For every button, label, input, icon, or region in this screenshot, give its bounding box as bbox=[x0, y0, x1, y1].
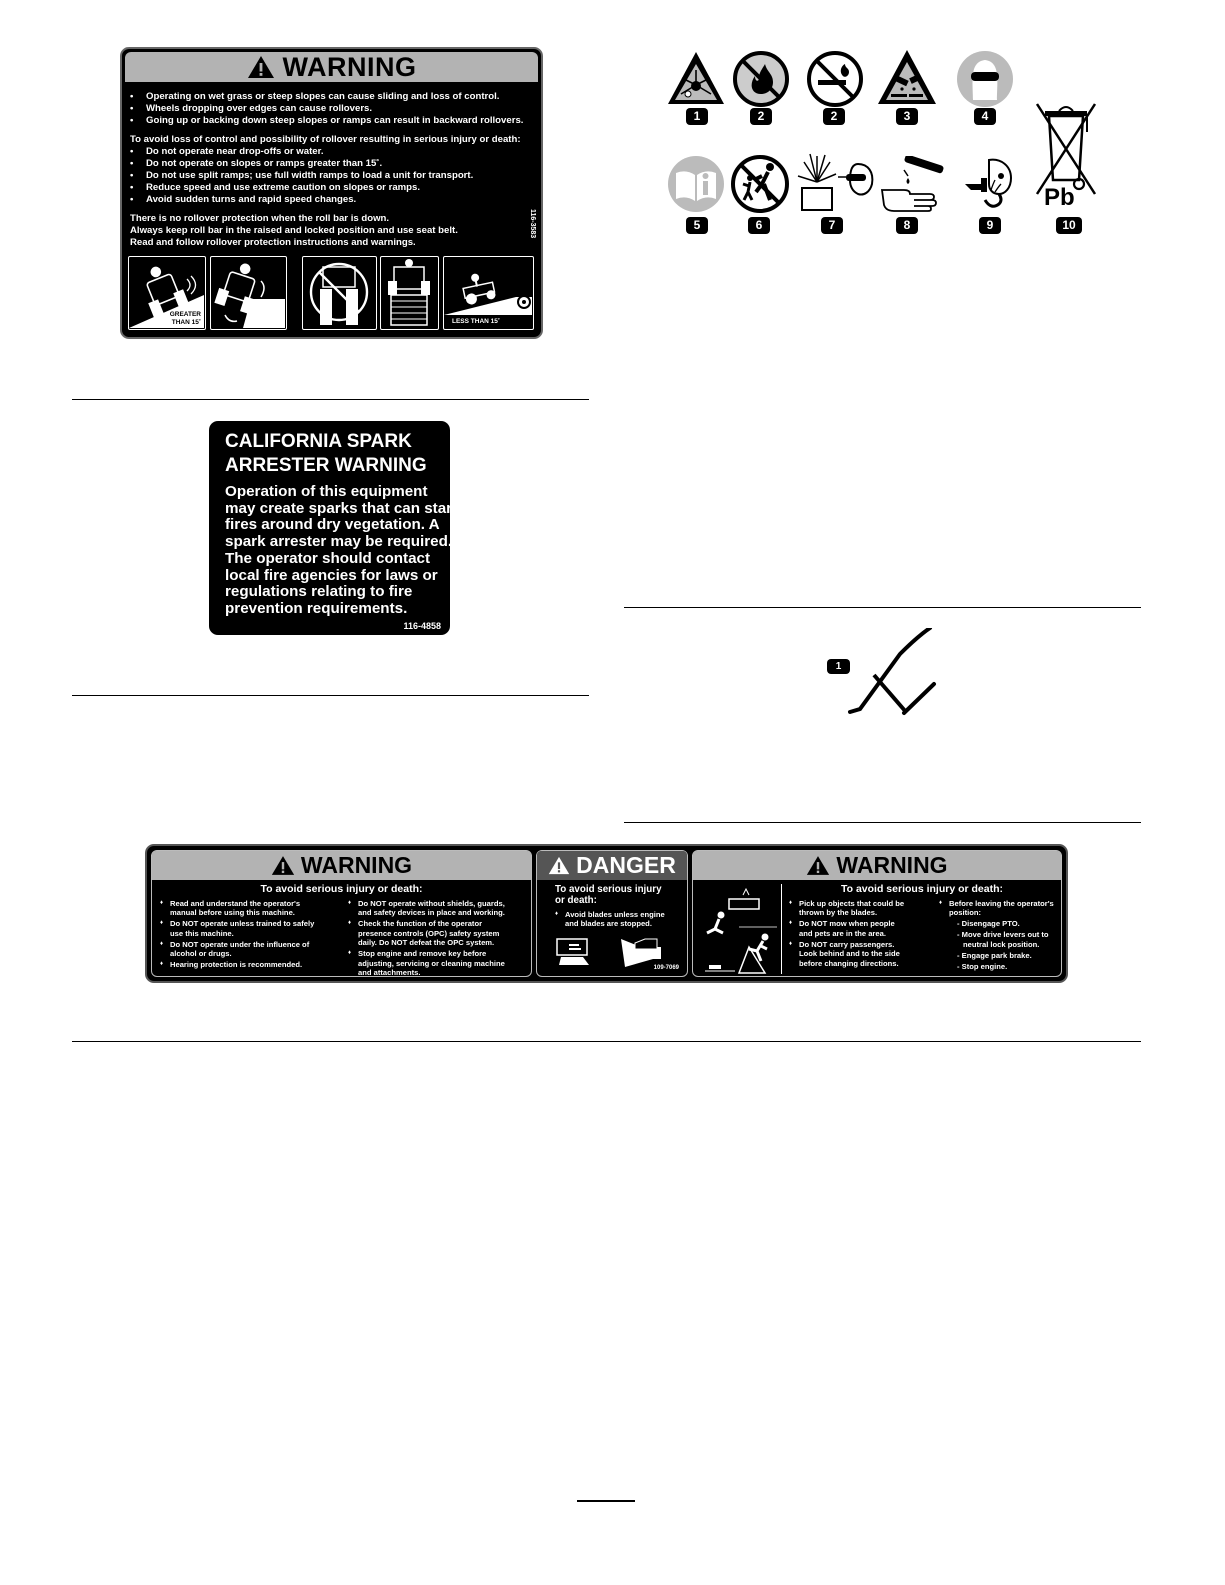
panel-header-text: WARNING bbox=[836, 852, 948, 878]
callout-badge: 10 bbox=[1056, 217, 1082, 234]
picto-caption: GREATER bbox=[169, 311, 201, 318]
list-item: • Wheels dropping over edges can cause rollovers. bbox=[130, 103, 523, 115]
callout-badge: 2 bbox=[750, 108, 772, 125]
safety-goggles-icon bbox=[955, 50, 1015, 108]
step-item: - Engage park brake. bbox=[957, 950, 1032, 960]
body-line: spark arrester may be required. bbox=[225, 533, 453, 551]
list-item: ♦ Do NOT mow when people and pets are in the area. bbox=[789, 919, 904, 938]
read-manual-icon bbox=[666, 155, 726, 213]
list-item: • Do not use split ramps; use full width ramps to load a unit for transport. bbox=[130, 170, 523, 182]
combined-warning-decal bbox=[145, 844, 1068, 983]
panel-subtitle: To avoid serious injury or death: bbox=[260, 883, 423, 895]
warning-panel-right bbox=[692, 850, 1062, 977]
panel-header-text: DANGER bbox=[576, 852, 676, 878]
no-split-ramps-picto bbox=[302, 256, 377, 330]
section-divider bbox=[624, 822, 1141, 823]
panel-subtitle: To avoid serious injury or death: bbox=[555, 884, 662, 906]
step-item: - Disengage PTO. bbox=[957, 919, 1020, 929]
picto-caption: LESS THAN 15˚ bbox=[452, 318, 501, 325]
body-line: prevention requirements. bbox=[225, 599, 408, 617]
list-item: • Going up or backing down steep slopes or ramps can result in backward rollovers. bbox=[130, 115, 523, 127]
battery-spark-eye-icon bbox=[796, 152, 878, 214]
section-divider bbox=[72, 1041, 1141, 1042]
panel-header bbox=[693, 851, 1061, 880]
part-number: 116-3583 bbox=[529, 209, 536, 239]
callout-badge: 7 bbox=[821, 217, 843, 234]
panel-divider bbox=[781, 884, 782, 974]
decal-body bbox=[225, 484, 457, 618]
acid-burn-hand-icon bbox=[878, 156, 948, 212]
list-item: ♦ Do NOT operate under the influence of alcohol or drugs. bbox=[160, 940, 314, 959]
decal-header bbox=[125, 52, 538, 82]
rollover-hazard-list bbox=[130, 91, 523, 249]
callout-badge: 8 bbox=[896, 217, 918, 234]
page-number-rule bbox=[577, 1500, 635, 1502]
list-item: ♦ Pick up objects that could be thrown by the blades. bbox=[789, 899, 904, 918]
callout-badge: 4 bbox=[974, 108, 996, 125]
no-flame-smoking-icon bbox=[806, 50, 864, 108]
step-item: - Move drive levers out to neutral lock position. bbox=[957, 930, 1049, 949]
step-item: - Stop engine. bbox=[957, 961, 1008, 971]
goggles-symbol bbox=[955, 50, 1015, 113]
panel-list bbox=[789, 899, 904, 970]
list-item: ♦ Before leaving the operator's position: bbox=[939, 899, 1054, 918]
list-item: ♦ Check the function of the operator presence controls (OPC) safety system daily. Do NOT defeat the OPC system. bbox=[348, 919, 505, 947]
lead-symbol-text: Pb bbox=[1044, 184, 1075, 211]
callout-badge: 2 bbox=[823, 108, 845, 125]
crossed-bin-symbol bbox=[1033, 102, 1099, 211]
battery-spark-symbol bbox=[796, 152, 878, 219]
list-item: • Operating on wet grass or steep slopes can cause sliding and loss of control. bbox=[130, 91, 523, 103]
thrown-objects-icon bbox=[699, 885, 779, 977]
picto-caption: THAN 15˚ bbox=[171, 319, 201, 326]
warning-panel-left bbox=[151, 850, 532, 977]
danger-triangle-icon bbox=[548, 856, 570, 875]
body-line: The operator should contact bbox=[225, 549, 431, 567]
callout-badge: 6 bbox=[748, 217, 770, 234]
warning-triangle-icon bbox=[806, 855, 830, 876]
spark-arrester-decal bbox=[209, 421, 458, 635]
callout-badge: 9 bbox=[979, 217, 1001, 234]
keep-children-away-icon bbox=[730, 154, 790, 214]
full-width-ramp-icon bbox=[381, 257, 437, 328]
rollbar-line: Read and follow rollover protection instructions and warnings. bbox=[130, 237, 416, 248]
list-item: ♦ Hearing protection is recommended. bbox=[160, 960, 314, 969]
title-line: CALIFORNIA SPARK bbox=[225, 431, 412, 452]
body-line: fires around dry vegetation. A bbox=[225, 516, 440, 534]
mower-drop-off-icon bbox=[211, 257, 285, 328]
body-line: local fire agencies for laws or bbox=[225, 566, 438, 584]
callout-badge: 3 bbox=[896, 108, 918, 125]
panel-subtitle: To avoid serious injury or death: bbox=[841, 883, 1003, 895]
explosion-symbol bbox=[666, 50, 726, 111]
callout-badge: 5 bbox=[686, 217, 708, 234]
body-line: may create sparks that can start bbox=[225, 499, 458, 517]
corrosive-icon bbox=[876, 48, 938, 106]
callout-badge: 1 bbox=[827, 659, 850, 674]
keep-children-away-symbol bbox=[730, 154, 790, 219]
panel-list bbox=[160, 899, 314, 971]
list-item: ♦ Avoid blades unless engine and blades are stopped. bbox=[555, 910, 665, 929]
steep-slope-picto bbox=[128, 256, 206, 330]
title-line: ARRESTER WARNING bbox=[225, 455, 427, 476]
panel-list bbox=[939, 899, 1054, 973]
list-item: • Do not operate on slopes or ramps greater than 15˚. bbox=[130, 158, 523, 170]
flush-eyes-icon bbox=[955, 154, 1023, 214]
no-fire-symbol bbox=[732, 50, 790, 113]
transport-ramp-picto bbox=[443, 256, 534, 330]
list-item: • Reduce speed and use extreme caution on slopes or ramps. bbox=[130, 182, 523, 194]
list-item: ♦ Read and understand the operator's manual before using this machine. bbox=[160, 899, 314, 918]
part-number: 116-4858 bbox=[403, 621, 441, 631]
acid-burn-symbol bbox=[878, 156, 948, 217]
lever-icon bbox=[846, 628, 938, 718]
list-item: ♦ Do NOT carry passengers. Look behind and to the side before changing directions. bbox=[789, 940, 904, 968]
warning-triangle-icon bbox=[247, 55, 275, 79]
panel-header-text: WARNING bbox=[300, 852, 413, 878]
part-number: 109-7069 bbox=[653, 964, 679, 971]
flush-eyes-symbol bbox=[955, 154, 1023, 219]
list-item: ♦ Stop engine and remove key before adjusting, servicing or cleaning machine and attachments. bbox=[348, 949, 505, 977]
section-divider bbox=[72, 695, 589, 696]
list-item: ♦ Do NOT operate unless trained to safely use this machine. bbox=[160, 919, 314, 938]
rollover-warning-decal bbox=[120, 47, 543, 339]
panel-list bbox=[555, 910, 665, 930]
no-split-ramp-icon bbox=[303, 257, 375, 328]
corrosive-symbol bbox=[876, 48, 938, 111]
section-divider bbox=[72, 399, 589, 400]
drop-off-picto bbox=[210, 256, 287, 330]
no-smoking-symbol bbox=[806, 50, 864, 113]
read-manual-symbol bbox=[666, 155, 726, 218]
full-ramp-picto bbox=[380, 256, 439, 330]
section-divider bbox=[624, 607, 1141, 608]
callout-badge: 1 bbox=[686, 108, 708, 125]
panel-list bbox=[348, 899, 505, 979]
warning-triangle-icon bbox=[271, 855, 295, 876]
avoid-intro: To avoid loss of control and possibility of rollover resulting in serious injury or death: bbox=[130, 134, 521, 145]
danger-panel bbox=[536, 850, 688, 977]
rollbar-line: Always keep roll bar in the raised and locked position and use seat belt. bbox=[130, 225, 458, 236]
explosion-icon bbox=[666, 50, 726, 106]
list-item: • Do not operate near drop-offs or water. bbox=[130, 146, 523, 158]
decal-header-text: WARNING bbox=[282, 51, 417, 82]
body-line: regulations relating to fire bbox=[225, 583, 413, 601]
panel-header bbox=[152, 851, 531, 880]
no-fire-icon bbox=[732, 50, 790, 108]
list-item: ♦ Do NOT operate without shields, guards, and safety devices in place and working. bbox=[348, 899, 505, 918]
panel-header bbox=[537, 851, 687, 880]
body-line: Operation of this equipment bbox=[225, 483, 428, 500]
list-item: • Avoid sudden turns and rapid speed changes. bbox=[130, 194, 523, 206]
rollbar-line: There is no rollover protection when the roll bar is down. bbox=[130, 213, 390, 224]
decal-title bbox=[225, 430, 427, 478]
